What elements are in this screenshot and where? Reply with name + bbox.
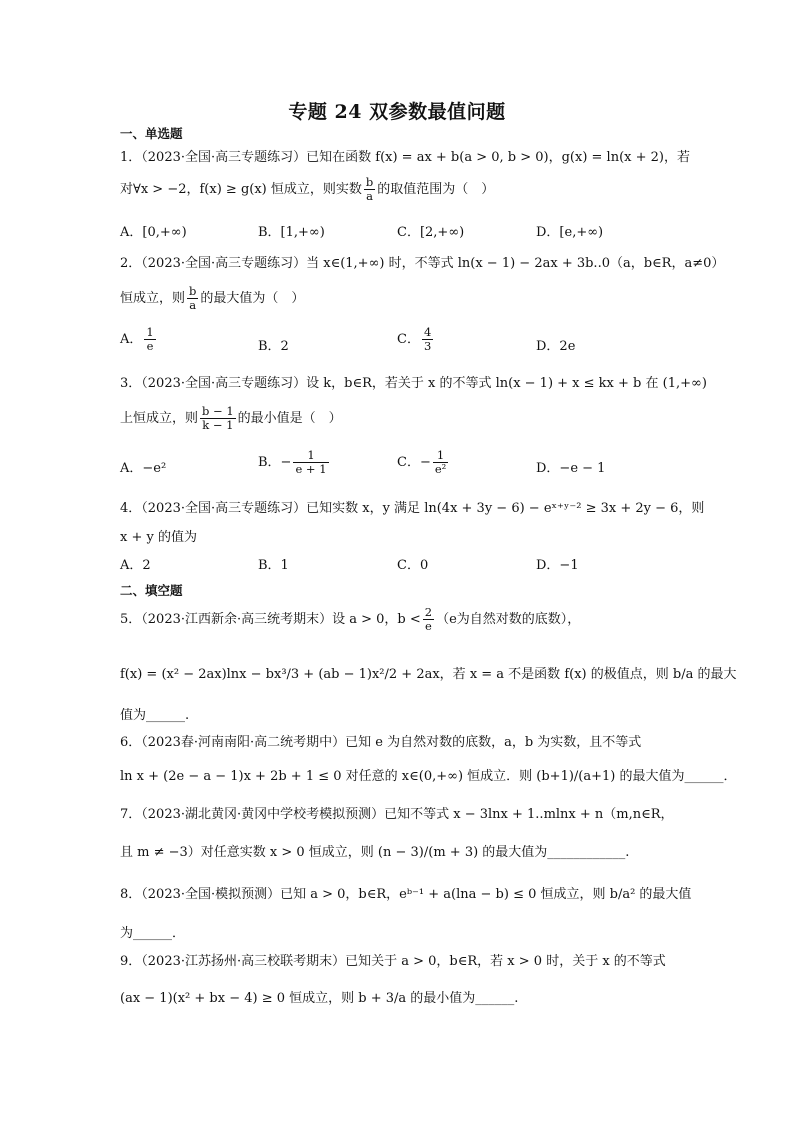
question-2-line-1: 2．（2023·全国·高三专题练习）当 x∈(1,+∞) 时，不等式 ln(x − 1) − 2ax + 3b..0（a，b∈R，a≠0） xyxy=(120,256,725,271)
q2-option-a: A． $\frac{1}{e}$ xyxy=(120,325,154,354)
question-6-line-1: 6．（2023春·河南南阳·高二统考期中）已知 e 为自然对数的底数，a，b 为实数，且不等式 xyxy=(120,735,642,750)
fraction: $\frac{b - 1}{k - 1}$ xyxy=(202,404,234,433)
page-title: 专题 24 双参数最值问题 xyxy=(288,101,506,123)
q2-option-c: C． $\frac{4}{3}$ xyxy=(397,325,432,354)
section-heading-fill-blank: 二、填空题 xyxy=(120,583,183,598)
section-heading-single-choice: 一、单选题 xyxy=(120,126,183,141)
q1-option-b: B．[1,+∞) xyxy=(258,225,325,240)
q1-option-d: D．[e,+∞) xyxy=(536,225,604,240)
q4-option-d: D．−1 xyxy=(536,558,579,573)
question-5-line-1: 5．（2023·江西新余·高三统考期末）设 a > 0，b < $\frac{2}{e}$ （e为自然对数的底数）， xyxy=(120,605,581,634)
question-4-line-2: x + y 的值为 xyxy=(120,530,197,545)
question-9-line-1: 9．（2023·江苏扬州·高三校联考期末）已知关于 a > 0，b∈R，若 x > 0 时，关于 x 的不等式 xyxy=(120,954,666,969)
question-4-line-1: 4．（2023·全国·高三专题练习）已知实数 x，y 满足 ln(4x + 3y − 6) − eˣ⁺ʸ⁻² ≥ 3x + 2y − 6，则 xyxy=(120,501,705,516)
fraction: $\frac{b}{a}$ xyxy=(189,284,197,313)
q1-option-c: C．[2,+∞) xyxy=(397,225,465,240)
q1-option-a: A．[0,+∞) xyxy=(120,225,187,240)
fraction: $\frac{2}{e}$ xyxy=(424,605,433,634)
q4-option-b: B．1 xyxy=(258,558,289,573)
q3-option-b: B．− $\frac{1}{e + 1}$ xyxy=(258,448,327,477)
question-1-line-1: 1．（2023·全国·高三专题练习）已知在函数 f(x) = ax + b(a > 0, b > 0)，g(x) = ln(x + 2)，若 xyxy=(120,150,690,165)
fraction: $\frac{b}{a}$ xyxy=(365,175,374,204)
q4-option-a: A．2 xyxy=(120,558,151,573)
question-2-line-2: 恒成立，则 $\frac{b}{a}$ 的最大值为（ ） xyxy=(120,284,305,313)
q3-option-c: C．− $\frac{1}{\text{e²}}$ xyxy=(397,448,447,477)
question-3-line-2: 上恒成立，则 $\frac{b - 1}{k - 1}$ 的最小值是（ ） xyxy=(120,404,342,433)
question-5-line-2: f(x) = (x² − 2ax)lnx − bx³/3 + (ab − 1)x²/2 + 2ax，若 x = a 不是函数 f(x) 的极值点，则 b/a 的最大 xyxy=(120,667,737,682)
question-8-line-2: 为______． xyxy=(120,926,186,941)
question-6-line-2: ln x + (2e − a − 1)x + 2b + 1 ≤ 0 对任意的 x∈(0,+∞) 恒成立．则 (b+1)/(a+1) 的最大值为______． xyxy=(120,769,737,784)
q3-option-a: A．−e² xyxy=(120,461,167,476)
q4-option-c: C．0 xyxy=(397,558,429,573)
q2-option-d: D．2e xyxy=(536,339,576,354)
question-8-line-1: 8．（2023·全国·模拟预测）已知 a > 0，b∈R，eᵇ⁻¹ + a(lna − b) ≤ 0 恒成立，则 b/a² 的最大值 xyxy=(120,887,692,902)
q3-option-d: D．−e − 1 xyxy=(536,461,606,476)
question-5-line-3: 值为______. xyxy=(120,708,190,723)
question-9-line-2: (ax − 1)(x² + bx − 4) ≥ 0 恒成立，则 b + 3/a 的最小值为______. xyxy=(120,991,519,1006)
q2-option-b: B．2 xyxy=(258,339,289,354)
question-1-line-2: 对∀x > −2，f(x) ≥ g(x) 恒成立，则实数 $\frac{b}{a}$ 的取值范围为（ ） xyxy=(120,175,495,204)
question-7-line-1: 7．（2023·湖北黄冈·黄冈中学校考模拟预测）已知不等式 x − 3lnx + 1..mlnx + n（m,n∈R， xyxy=(120,807,674,822)
question-7-line-2: 且 m ≠ −3）对任意实数 x > 0 恒成立，则 (n − 3)/(m + 3) 的最大值为____________. xyxy=(120,845,630,860)
question-3-line-1: 3．（2023·全国·高三专题练习）设 k，b∈R，若关于 x 的不等式 ln(x − 1) + x ≤ kx + b 在 (1,+∞) xyxy=(120,376,707,391)
